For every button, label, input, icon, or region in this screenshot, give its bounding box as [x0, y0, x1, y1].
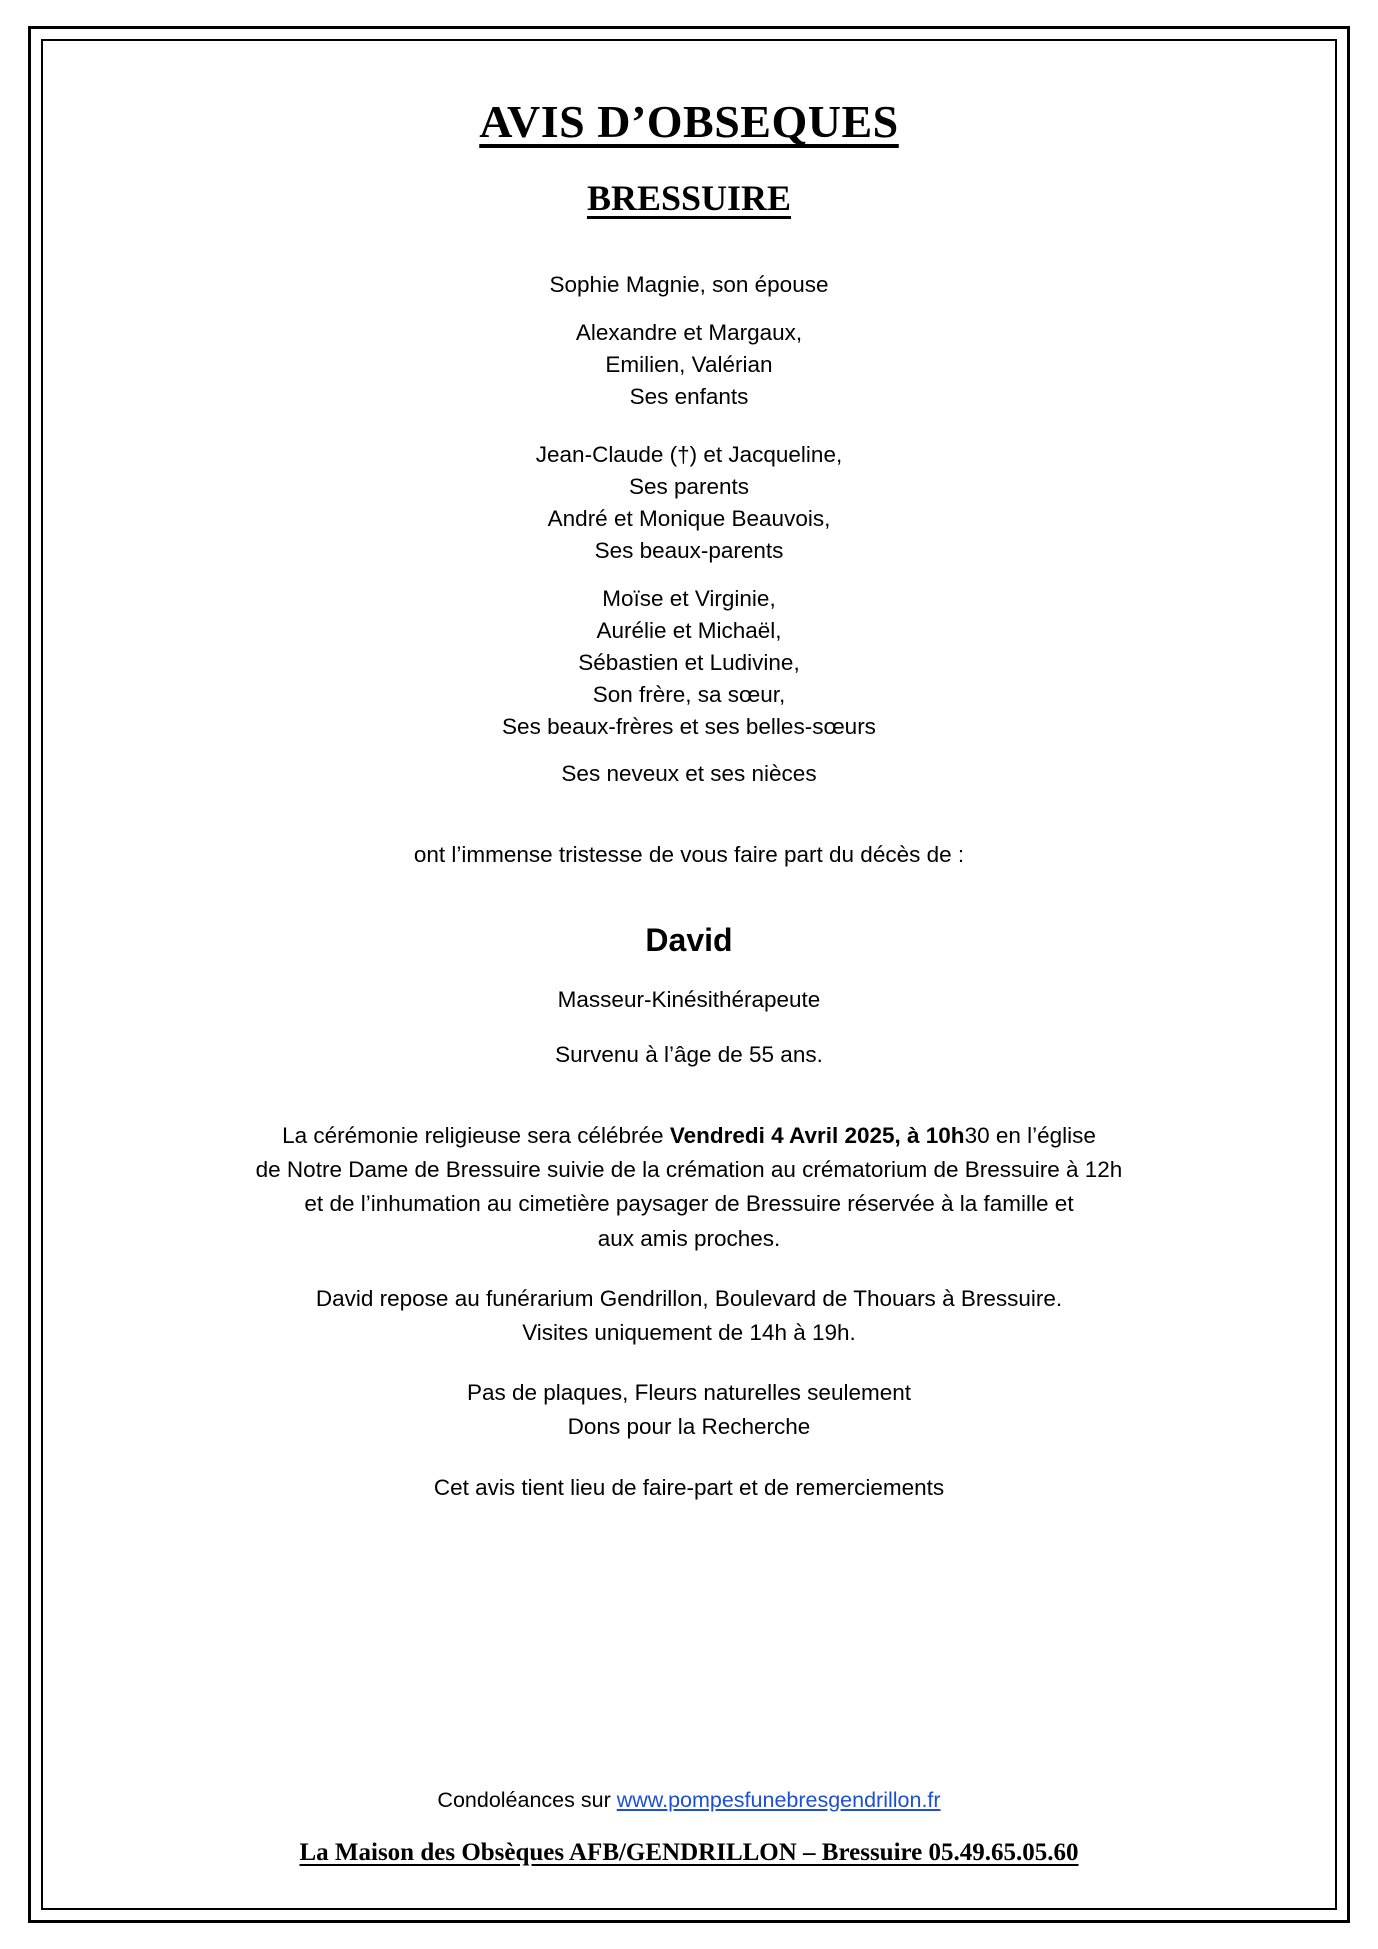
nephews-nieces-line: Ses neveux et ses nièces — [561, 761, 817, 787]
footer — [43, 1763, 1335, 1894]
spacer — [103, 894, 1275, 920]
parents-names: Jean-Claude (†) et Jacqueline, — [535, 442, 843, 468]
in-laws-names: André et Monique Beauvois, — [547, 505, 831, 531]
city-heading: BRESSUIRE — [586, 177, 792, 218]
children-names-line-1: Alexandre et Margaux, — [575, 320, 803, 346]
ceremony-text-before: La cérémonie religieuse sera célébrée — [282, 1123, 670, 1149]
siblings-line-2: Aurélie et Michaël, — [596, 617, 782, 643]
siblings-label-1: Son frère, sa sœur, — [592, 681, 786, 707]
siblings-label-2: Ses beaux-frères et ses belles-sœurs — [502, 713, 876, 739]
spacer — [103, 413, 1275, 439]
spacer — [103, 567, 1275, 583]
document-content — [43, 41, 1335, 1908]
parents-label: Ses parents — [628, 473, 750, 499]
repose-line-2: Visites uniquement de 14h à 19h. — [522, 1319, 856, 1345]
company-line: La Maison des Obsèques AFB/GENDRILLON – Bressuire 05.49.65.05.60 — [299, 1838, 1079, 1866]
inner-border — [41, 39, 1337, 1910]
ceremony-line-3: et de l’inhumation au cimetière paysager de Bressuire réservée à la famille et — [304, 1191, 1074, 1217]
spacer — [103, 1256, 1275, 1282]
spacer — [103, 1350, 1275, 1376]
notice-line: Cet avis tient lieu de faire-part et de remerciements — [433, 1474, 945, 1500]
page-title: AVIS D’OBSEQUES — [479, 96, 899, 147]
website-link[interactable]: www.pompesfunebresgendrillon.fr — [616, 1787, 941, 1812]
flowers-line-1: Pas de plaques, Fleurs naturelles seulement — [466, 1380, 911, 1406]
siblings-line-1: Moïse et Virginie, — [602, 585, 776, 611]
children-names-line-2: Emilien, Valérian — [605, 352, 773, 378]
ceremony-datetime: Vendredi 4 Avril 2025, à 10h — [669, 1123, 965, 1149]
spacer — [103, 1445, 1275, 1471]
repose-line-1: David repose au funérarium Gendrillon, Boulevard de Thouars à Bressuire. — [315, 1285, 1063, 1311]
spacer — [103, 301, 1275, 317]
spacer — [103, 221, 1275, 269]
ceremony-line-4: aux amis proches. — [597, 1225, 781, 1251]
spacer — [103, 1093, 1275, 1119]
condolences-prefix: Condoléances sur — [437, 1787, 617, 1812]
in-laws-label: Ses beaux-parents — [594, 537, 784, 563]
condolences-line — [43, 1785, 1335, 1815]
deceased-profession: Masseur-Kinésithérapeute — [557, 987, 821, 1013]
flowers-line-2: Dons pour la Recherche — [567, 1414, 811, 1440]
announcement-line: ont l’immense tristesse de vous faire part du décès de : — [413, 841, 965, 867]
ceremony-line-1 — [103, 1119, 1275, 1153]
children-label: Ses enfants — [629, 384, 749, 410]
ceremony-line-2: de Notre Dame de Bressuire suivie de la crémation au crématorium de Bressuire à 12h — [255, 1157, 1123, 1183]
ceremony-text-after: 30 en l’église — [964, 1123, 1096, 1149]
siblings-line-3: Sébastien et Ludivine, — [578, 649, 800, 675]
outer-border — [28, 26, 1350, 1923]
spouse-line: Sophie Magnie, son épouse — [549, 272, 829, 298]
spacer — [103, 742, 1275, 758]
spacer — [103, 790, 1275, 816]
deceased-age-line: Survenu à l’âge de 55 ans. — [555, 1041, 823, 1067]
deceased-name: David — [645, 922, 733, 959]
